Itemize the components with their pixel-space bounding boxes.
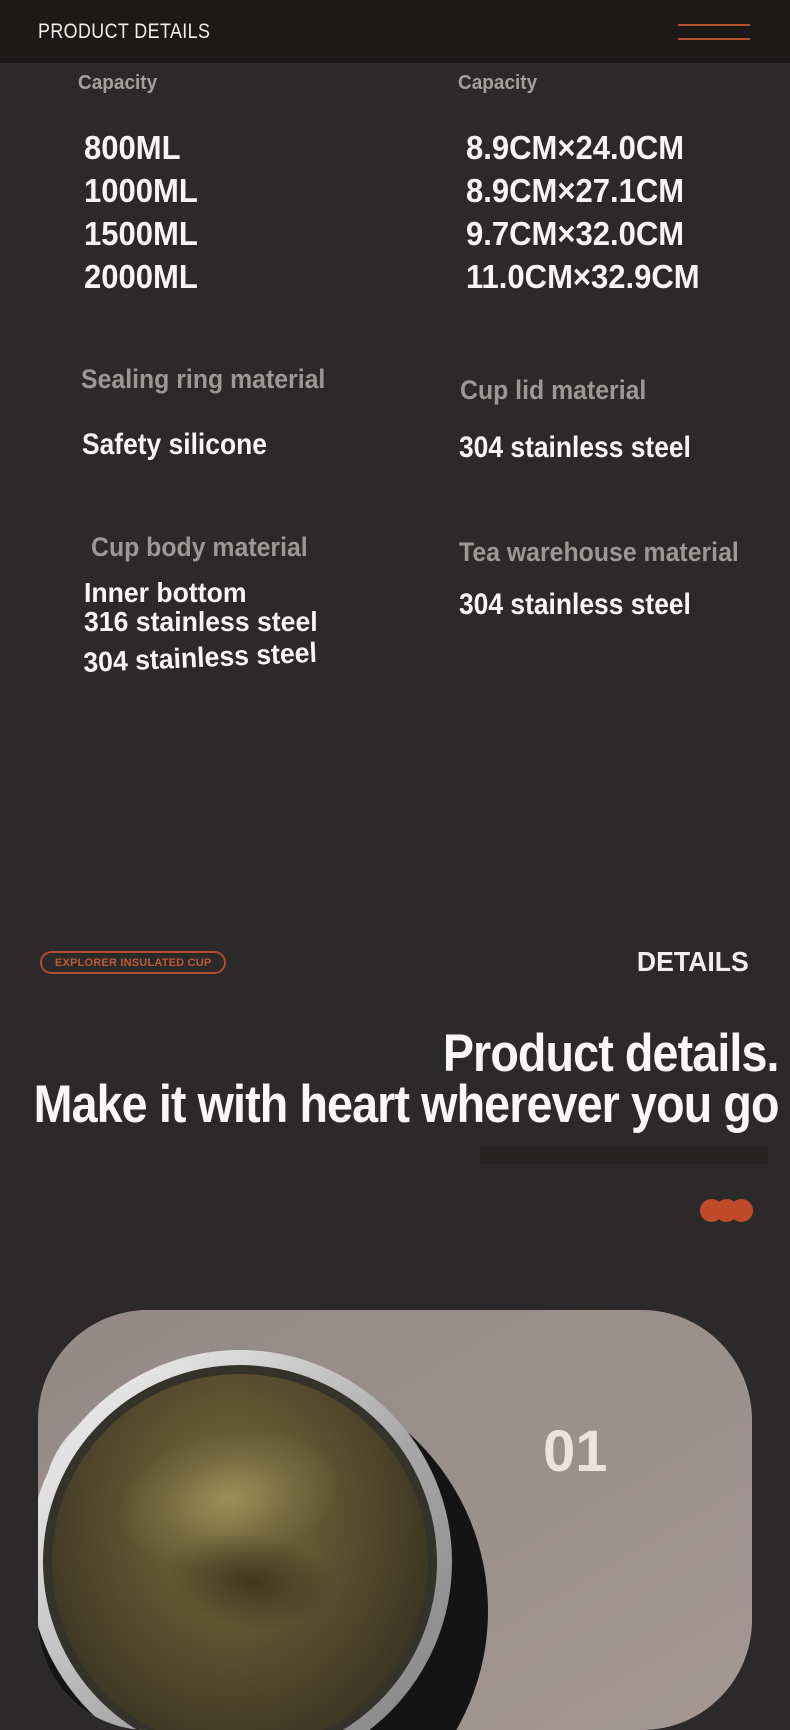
sealing-ring-value: Safety silicone [82,428,267,461]
product-details-band [0,0,790,63]
capacity-value: 1000ML [84,172,198,209]
cup-body-value-line1: Inner bottom [84,577,247,608]
size-value: 11.0CM×32.9CM [466,258,700,295]
tea-warehouse-label: Tea warehouse material [459,537,739,567]
card-number: 01 [543,1419,608,1484]
size-value: 8.9CM×27.1CM [466,172,685,209]
explorer-badge [40,951,226,974]
section-heading-line1: Product details. [443,1024,779,1083]
capacity-value: 800ML [84,129,181,166]
detail-card [38,1310,752,1730]
section-heading-line2: Make it with heart wherever you go [33,1075,779,1134]
size-value: 9.7CM×32.0CM [466,215,685,252]
heading-underlay [480,1146,768,1164]
size-value: 8.9CM×24.0CM [466,129,685,166]
capacity-value: 1500ML [84,215,198,252]
cup-body-value-block [84,578,318,636]
cup-inner-ring [43,1365,437,1730]
section-heading [33,1024,779,1134]
explorer-badge-label: EXPLORER INSULATED CUP [55,956,212,969]
capacity-label: Capacity [78,72,158,94]
product-details-title: PRODUCT DETAILS [38,19,211,43]
cup-lid-value: 304 stainless steel [459,431,691,464]
cup-coffee-surface [52,1374,428,1730]
capacity-value: 2000ML [84,258,198,295]
cup-photo [38,1350,452,1730]
size-label: Capacity [458,72,538,94]
tea-warehouse-value: 304 stainless steel [459,588,691,621]
size-value-list [466,126,700,298]
capacity-value-list [84,126,198,298]
details-word: DETAILS [637,946,749,977]
cup-body-value-line3: 304 stainless steel [82,636,318,678]
sealing-ring-label: Sealing ring material [81,364,326,394]
cup-body-label: Cup body material [91,532,308,562]
double-line-icon [678,24,750,52]
pagination-dots-icon [700,1199,753,1222]
cup-lid-label: Cup lid material [460,375,647,405]
cup-body-value-line2: 316 stainless steel [84,606,318,637]
dot-icon [730,1199,753,1222]
